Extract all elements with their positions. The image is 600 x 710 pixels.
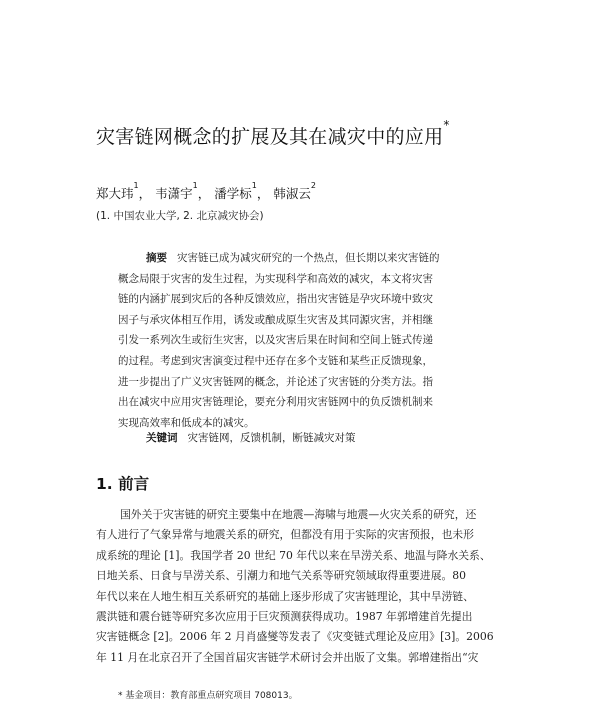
author-name: 韩淑云 [273,186,311,201]
author-affiliation-mark: 1 [251,181,257,190]
keywords-text: 灾害链网，反馈机制，断链减灾对策 [187,432,356,444]
author-list: 郑大玮$^1$， 韦潇宇$^1$， 潘学标$^1$， 韩淑云$^2$ [96,181,316,201]
title-footnote-mark: * [443,118,450,132]
abstract-line: 进一步提出了广义灾害链网的概念，并论述了灾害链的分类方法。指 [118,375,433,388]
author-affiliation-mark: 2 [310,181,316,190]
abstract-line: 出在减灾中应用灾害链理论，要充分利用灾害链网中的负反馈机制来 [118,396,433,409]
abstract [118,248,526,433]
abstract-line: 概念局限于灾害的发生过程，为实现科学和高效的减灾，本文将灾害 [118,272,433,285]
paper-title [96,118,536,149]
author-affiliation-mark: 1 [192,181,198,190]
body-line: 灾害链概念 [2]。2006 年 2 月肖盛燮等发表了《灾变链式理论及应用》[3]。2006 [96,630,494,644]
abstract-line: 因子与承灾体相互作用，诱发或酿成原生灾害及其同源灾害，并相继 [118,313,433,326]
keywords-label: 关键词 [146,432,178,444]
abstract-line: 引发一系列次生或衍生灾害，以及灾害后果在时间和空间上链式传递 [118,334,433,347]
footnote: * 基金项目：教育部重点研究项目 708013。 [118,691,298,701]
body-line: 年代以来在人地生相互关系研究的基础上逐步形成了灾害链理论，其中旱涝链、 [96,589,474,603]
affiliations: (1. 中国农业大学, 2. 北京减灾协会) [96,210,264,222]
body-line: 有人进行了气象异常与地震关系的研究，但都没有用于实际的灾害预报，也未形 [96,528,474,542]
section-body [96,505,521,668]
body-line: 国外关于灾害链的研究主要集中在地震—海啸与地震—火灾关系的研究，还 [120,508,477,521]
body-line: 成系统的理论 [1]。我国学者 20 世纪 70 年代以来在旱涝关系、地温与降水关系、 [96,548,491,562]
body-line: 年 11 月在北京召开了全国首届灾害链学术研讨会并出版了文集。郭增建指出“灾 [96,650,479,664]
body-line: 日地关系、日食与旱涝关系、引潮力和地气关系等研究领域取得重要进展。80 [96,569,467,583]
abstract-line: 实现高效率和低成本的减灾。 [118,416,255,429]
section-heading: 1. 前言 [96,475,150,493]
author-affiliation-mark: 1 [133,181,139,190]
author-name: 韦潇宇 [155,186,193,201]
author-name: 郑大玮 [96,186,134,201]
abstract-line: 摘要 灾害链已成为减灾研究的一个热点，但长期以来灾害链的 [146,252,440,264]
abstract-label: 摘要 [146,252,167,264]
abstract-line: 链的内涵扩展到灾后的各种反馈效应，指出灾害链是孕灾环境中致灾 [118,293,433,306]
body-line: 震洪链和震台链等研究多次应用于巨灾预测获得成功。1987 年郭增建首先提出 [96,609,473,623]
abstract-line: 的过程。考虑到灾害演变过程中还存在多个支链和某些正反馈现象， [118,354,433,367]
title-text: 灾害链网概念的扩展及其在减灾中的应用 [96,126,444,148]
author-name: 潘学标 [214,186,252,201]
keywords [146,430,356,445]
